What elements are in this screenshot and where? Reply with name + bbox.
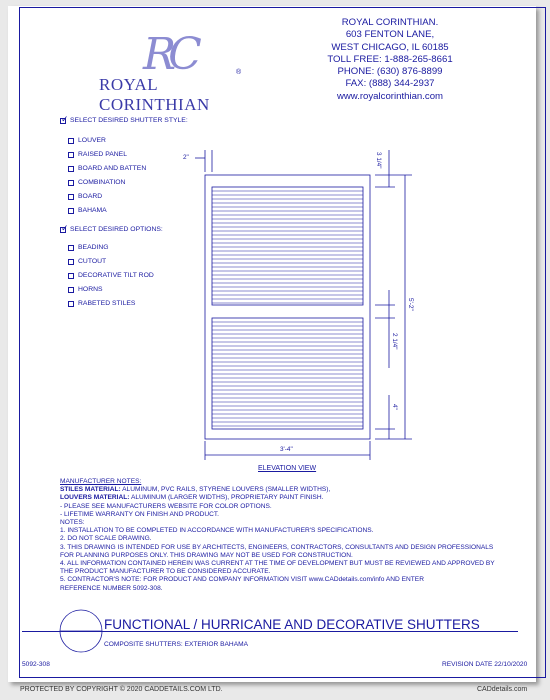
options-section-title[interactable]: ✓ SELECT DESIRED OPTIONS: xyxy=(60,226,163,233)
caddetails-link[interactable]: CADdetails.com xyxy=(477,686,528,693)
dim-width-label: 3'-4" xyxy=(280,446,293,453)
manufacturer-notes-header: MANUFACTURER NOTES: xyxy=(60,478,142,485)
option-decorative-tilt-rod[interactable]: DECORATIVE TILT ROD xyxy=(68,272,154,279)
note-line: 3. THIS DRAWING IS INTENDED FOR USE BY ARCHITECTS, ENGINEERS, CONTRACTORS, CONSULTANTS AND DESIGN PROFESSIONALS xyxy=(60,543,494,551)
drawing-title: FUNCTIONAL / HURRICANE AND DECORATIVE SHUTTERS xyxy=(104,617,480,632)
logo-monogram: RC xyxy=(143,29,194,80)
note-line: 5. CONTRACTOR'S NOTE: FOR PRODUCT AND COMPANY INFORMATION VISIT www.CADdetails.com/info AND ENTER xyxy=(60,576,424,584)
option-horns[interactable]: HORNS xyxy=(68,286,103,293)
upper-louver-panel xyxy=(212,187,363,305)
note-line: - LIFETIME WARRANTY ON FINISH AND PRODUCT. xyxy=(60,510,219,518)
logo-wordmark: ROYAL CORINTHIAN xyxy=(99,75,210,114)
company-tollfree: TOLL FREE: 1-888-265-8661 xyxy=(327,53,453,65)
style-option-board[interactable]: BOARD xyxy=(68,193,102,200)
upper-louvers xyxy=(212,191,363,303)
company-name: ROYAL CORINTHIAN. xyxy=(341,17,439,28)
lower-louver-panel xyxy=(212,318,363,429)
option-rabeted-stiles[interactable]: RABETED STILES xyxy=(68,300,135,307)
company-fax: FAX: (888) 344-2937 xyxy=(345,78,435,90)
view-title: ELEVATION VIEW xyxy=(258,465,317,472)
louvers-note: LOUVERS MATERIAL: ALUMINUM (LARGER WIDTHS), PROPRIETARY PAINT FINISH. xyxy=(60,494,324,502)
note-line: FOR PLANNING PURPOSES ONLY. THIS DRAWING MAY NOT BE USED FOR CONSTRUCTION. xyxy=(60,551,353,559)
notes-block xyxy=(60,478,495,593)
note-line: 1. INSTALLATION TO BE COMPLETED IN ACCORDANCE WITH MANUFACTURER'S SPECIFICATIONS. xyxy=(60,527,374,535)
note-line: REFERENCE NUMBER 5092-308. xyxy=(60,584,163,592)
company-street: 603 FENTON LANE, xyxy=(345,29,435,41)
note-line: 2. DO NOT SCALE DRAWING. xyxy=(60,535,152,543)
style-option-raised-panel[interactable]: RAISED PANEL xyxy=(68,151,127,158)
stiles-note: STILES MATERIAL: ALUMINUM, PVC RAILS, STYRENE LOUVERS (SMALLER WIDTHS), xyxy=(60,486,331,494)
dim-bottom-label: 4" xyxy=(391,404,398,410)
style-option-bahama[interactable]: BAHAMA xyxy=(68,207,107,214)
company-phone: PHONE: (630) 876-8899 xyxy=(337,66,443,78)
reference-number: 5092-308 xyxy=(22,661,50,668)
dim-mid-label: 2 1/4" xyxy=(391,333,398,350)
revision-date: REVISION DATE 22/10/2020 xyxy=(442,661,528,668)
style-option-combination[interactable]: COMBINATION xyxy=(68,179,125,186)
lower-louvers xyxy=(212,322,363,426)
dim-top-label: 3 1/4" xyxy=(375,152,382,169)
style-option-louver[interactable]: LOUVER xyxy=(68,137,106,144)
option-beading[interactable]: BEADING xyxy=(68,244,109,251)
note-line: THE PRODUCT MANUFACTURER TO BE CONSIDERED ACCURATE. xyxy=(60,568,271,576)
note-line: 4. ALL INFORMATION CONTAINED HEREIN WAS CURRENT AT THE TIME OF DEVELOPMENT BUT MUST BE REVIEWED AND APPROVED BY xyxy=(60,560,495,568)
note-line: - PLEASE SEE MANUFACTURERS WEBSITE FOR COLOR OPTIONS. xyxy=(60,502,272,510)
option-cutout[interactable]: CUTOUT xyxy=(68,258,106,265)
copyright-text: PROTECTED BY COPYRIGHT © 2020 CADDETAILS.COM LTD. xyxy=(20,686,223,693)
style-option-board-and-batten[interactable]: BOARD AND BATTEN xyxy=(68,165,146,172)
drawing-subtitle: COMPOSITE SHUTTERS: EXTERIOR BAHAMA xyxy=(104,641,248,648)
company-city: WEST CHICAGO, IL 60185 xyxy=(331,41,449,53)
shutter-outline xyxy=(205,175,370,439)
logo-registered-mark: ® xyxy=(236,69,242,76)
style-section-title[interactable]: ✓ SELECT DESIRED SHUTTER STYLE: xyxy=(60,117,188,124)
dim-height-label: 5'-2" xyxy=(407,298,414,311)
dim-stile-label: 2" xyxy=(183,154,189,161)
note-line: NOTES: xyxy=(60,519,85,527)
company-website[interactable]: www.royalcorinthian.com xyxy=(336,90,444,102)
